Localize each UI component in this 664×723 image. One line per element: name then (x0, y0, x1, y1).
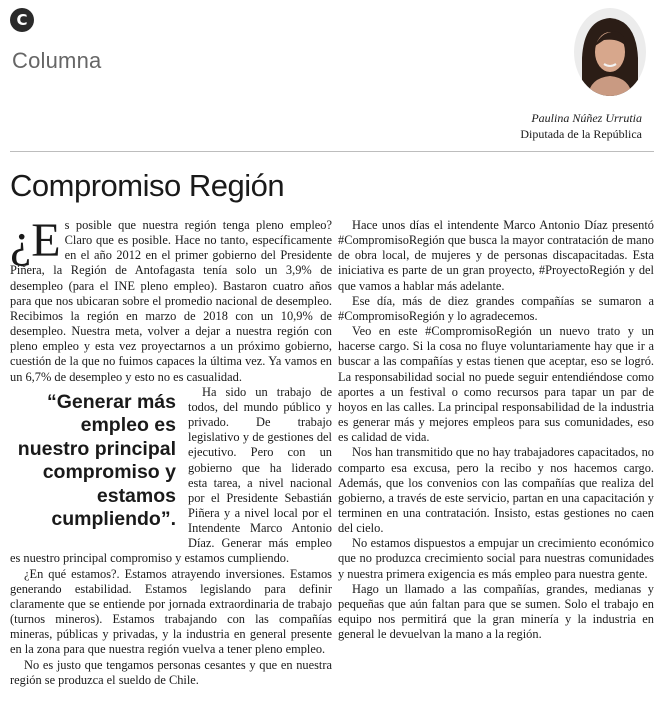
paragraph: No es justo que tengamos personas cesantes y que en nuestra región se produzca el sueldo de Chile. (10, 657, 332, 687)
article-title: Compromiso Región (10, 168, 285, 203)
paragraph: Ese día, más de diez grandes compañías se sumaron a #CompromisoRegión y lo agradecemos. (338, 293, 654, 323)
column-badge: C (10, 8, 34, 32)
article-column-left (10, 214, 332, 688)
divider (10, 151, 654, 152)
author-photo (574, 8, 646, 96)
drop-cap: ¿E (10, 214, 61, 267)
paragraph: Veo en este #CompromisoRegión un nuevo trato y un hacerse cargo. Si la cosa no fluye voluntariamente hay que ir a buscar a las compañías y estas tienen que aceptar, eso se logró. La responsabilidad social no puede seguir entendiéndose como aportes a un festival o como recursos para tapar un par de hoyos en las calles. La principal responsabilidad de la industria es generar más y mejores empleos para sus comunidades, eso es calidad de vida. (338, 324, 654, 445)
paragraph: ¿En qué estamos?. Estamos atrayendo inversiones. Estamos generando estabilidad. Estamos legislando para definir claramente que se entiende por jornada extraordinaria de trabajo (turnos mineros). Estamos trabajando con las compañías mineras, públicas y privadas, y la industria en general presente en la zona para que nuestra región vuelva a tener pleno empleo. (10, 566, 332, 657)
paragraph: No estamos dispuestos a empujar un crecimiento económico que no produzca crecimiento social para nuestras comunidades y nuestra primera exigencia es más empleo para nuestra gente. (338, 536, 654, 581)
article-column-right (338, 218, 654, 642)
paragraph: Hago un llamado a las compañías, grandes, medianas y pequeñas que aún faltan para que se sumen. Solo el trabajo en equipo nos permitirá que la gran minería y la industria en general le devuelvan la mano a la región. (338, 581, 654, 642)
pull-quote: “Generar más empleo es nuestro principal compromiso y estamos cumpliendo”. (17, 390, 176, 531)
paragraph: Hace unos días el intendente Marco Antonio Díaz presentó #CompromisoRegión que busca la mayor contratación de mano de obra local, de mujeres y de personas discapacitadas. Esta iniciativa es parte de un gran proyecto, #ProyectoRegión y del que vamos a hablar más adelante. (338, 218, 654, 293)
paragraph-text: s posible que nuestra región tenga pleno empleo? Claro que es posible. Hace no tanto, específicamente en el año 2012 en el primer gobierno del Presidente Piñera, la Región de Antofagasta tenía solo un 3,9% de desempleo (para el INE pleno empleo). Bastaron cuatro años para que nos ubicaran sobre el promedio nacional de desempleo. Recibimos la región en marzo de 2018 con un 10,9% de desempleo. Nuestra meta, volver a dejar a nuestra región con pleno empleo y esta vez proyectarnos a un próximo gobierno, cuestión de la que no fuimos capaces la última vez. Ya vamos en un 6,7% de desempleo y esto no es casualidad. (10, 218, 332, 384)
author-name: Paulina Núñez Urrutia (531, 111, 642, 125)
author-role: Diputada de la República (520, 127, 642, 141)
paragraph: Nos han transmitido que no hay trabajadores capacitados, no comparto esa excusa, pero la recibo y nos hacemos cargo. Además, que los convenios con las compañías que realiza del gobierno, a través de este servicio, partan en una capacitación y terminen en una contratación. Insisto, estas gestiones no caen del cielo. (338, 445, 654, 536)
paragraph (10, 214, 332, 385)
section-label: Columna (12, 48, 102, 73)
author-byline (520, 110, 642, 142)
paragraph: Ha sido un trabajo de todos, del mundo público y privado. De trabajo legislativo y de gestiones del ejecutivo. Pero con un gobierno que ha liderado esta tarea, a nivel nacional por el Presidente Sebastián Piñera y a nivel local por el Intendente Marco Antonio Díaz. Generar más empleo es nuestro principal compromiso y estamos cumpliendo. (10, 384, 332, 566)
